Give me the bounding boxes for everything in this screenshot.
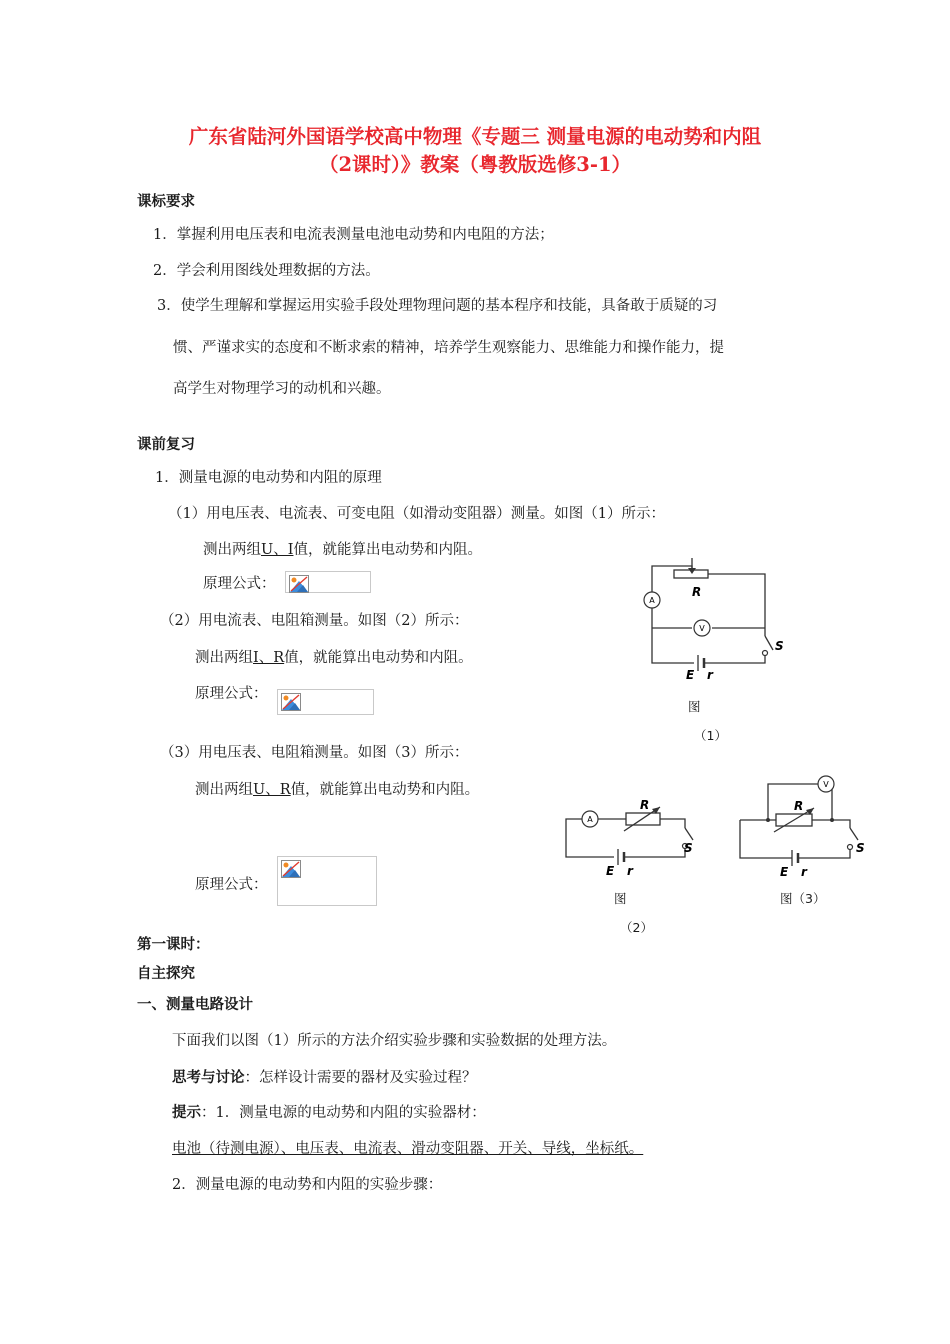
method1-desc: （1）用电压表、电流表、可变电阻（如滑动变阻器）测量。如图（1）所示： <box>168 506 665 522</box>
method1-measure-post: 值，就能算出电动势和内阻。 <box>293 542 482 558</box>
method2-formula-label: 原理公式： <box>195 686 268 702</box>
steps-heading: 2．测量电源的电动势和内阻的实验步骤： <box>172 1177 443 1193</box>
standards-item-1: 1．掌握利用电压表和电流表测量电池电动势和内电阻的方法； <box>153 227 554 243</box>
emf-label: E <box>780 865 789 879</box>
method3-measure-vars: U、R <box>253 782 291 798</box>
ammeter-label: A <box>587 815 593 824</box>
think-discuss <box>172 1066 477 1087</box>
hint <box>172 1101 486 1122</box>
figure3-caption: 图（3） <box>780 891 826 906</box>
switch-label: S <box>684 841 693 855</box>
broken-image-icon <box>289 575 309 593</box>
internal-resistance-label: r <box>801 865 807 879</box>
think-text: ：怎样设计需要的器材及实验过程？ <box>244 1070 477 1086</box>
method2-desc: （2）用电流表、电阻箱测量。如图（2）所示： <box>160 613 469 629</box>
method2-measure-pre: 测出两组 <box>195 650 253 666</box>
ammeter-label: A <box>649 596 655 605</box>
method2-measure <box>195 646 473 667</box>
switch-label: S <box>856 841 865 855</box>
method1-formula-label: 原理公式： <box>203 576 276 592</box>
method2-formula-image <box>277 689 374 715</box>
review-heading: 课前复习 <box>137 437 195 453</box>
resistor-label: R <box>794 799 804 813</box>
method1-measure <box>203 538 482 559</box>
circuit-figure-2 <box>560 795 700 883</box>
method3-formula-image <box>277 856 377 906</box>
doc-title-line1: 广东省陆河外国语学校高中物理《专题三 测量电源的电动势和内阻 <box>188 125 762 148</box>
method1-formula-image <box>285 571 371 593</box>
equipment-list: 电池（待测电源）、电压表、电流表、滑动变阻器、开关、导线，坐标纸。 <box>172 1141 644 1157</box>
standards-heading: 课标要求 <box>137 194 195 210</box>
method1-measure-vars: U、I <box>261 542 294 558</box>
voltmeter-label: V <box>699 624 705 633</box>
internal-resistance-label: r <box>707 668 713 682</box>
figure1-caption-b: （1） <box>694 728 727 743</box>
emf-label: E <box>606 864 615 878</box>
circuit-figure-1 <box>632 558 812 683</box>
method2-measure-vars: I、R <box>253 650 285 666</box>
method3-formula-label: 原理公式： <box>195 877 268 893</box>
method3-measure-pre: 测出两组 <box>195 782 253 798</box>
broken-image-icon <box>281 860 301 878</box>
circuit-figure-3 <box>736 772 876 882</box>
resistor-label: R <box>692 585 702 599</box>
standards-item-3-line1: 3．使学生理解和掌握运用实验手段处理物理问题的基本程序和技能，具备敢于质疑的习 <box>157 298 718 314</box>
think-label: 思考与讨论 <box>172 1069 245 1086</box>
internal-resistance-label: r <box>627 864 633 878</box>
review-principle: 1．测量电源的电动势和内阻的原理 <box>155 470 382 486</box>
lesson1-explore: 自主探究 <box>137 966 195 982</box>
broken-image-icon <box>281 693 301 711</box>
method3-measure-post: 值，就能算出电动势和内阻。 <box>290 782 480 798</box>
figure2-caption-b: （2） <box>620 920 653 935</box>
method2-measure-post: 值，就能算出电动势和内阻。 <box>284 650 473 666</box>
section1-intro: 下面我们以图（1）所示的方法介绍实验步骤和实验数据的处理方法。 <box>172 1033 617 1049</box>
figure1-caption-a: 图 <box>688 699 701 714</box>
resistor-label: R <box>640 798 650 812</box>
switch-label: S <box>775 639 784 653</box>
lesson1-heading: 第一课时： <box>137 937 210 953</box>
figure2-caption-a: 图 <box>614 891 627 906</box>
method3-desc: （3）用电压表、电阻箱测量。如图（3）所示： <box>160 745 469 761</box>
method3-measure <box>195 778 479 799</box>
section1-heading: 一、测量电路设计 <box>137 997 253 1013</box>
hint-label: 提示 <box>172 1104 201 1121</box>
doc-title-line2: （2课时）》教案（粤教版选修3-1） <box>318 153 632 176</box>
method1-measure-pre: 测出两组 <box>203 542 261 558</box>
standards-item-3-line2: 惯、严谨求实的态度和不断求索的精神，培养学生观察能力、思维能力和操作能力，提 <box>173 340 724 356</box>
standards-item-3-line3: 高学生对物理学习的动机和兴趣。 <box>173 381 391 397</box>
emf-label: E <box>686 668 695 682</box>
standards-item-2: 2．学会利用图线处理数据的方法。 <box>153 263 380 279</box>
hint-text: ：1．测量电源的电动势和内阻的实验器材： <box>201 1105 486 1121</box>
voltmeter-label: V <box>823 780 829 789</box>
